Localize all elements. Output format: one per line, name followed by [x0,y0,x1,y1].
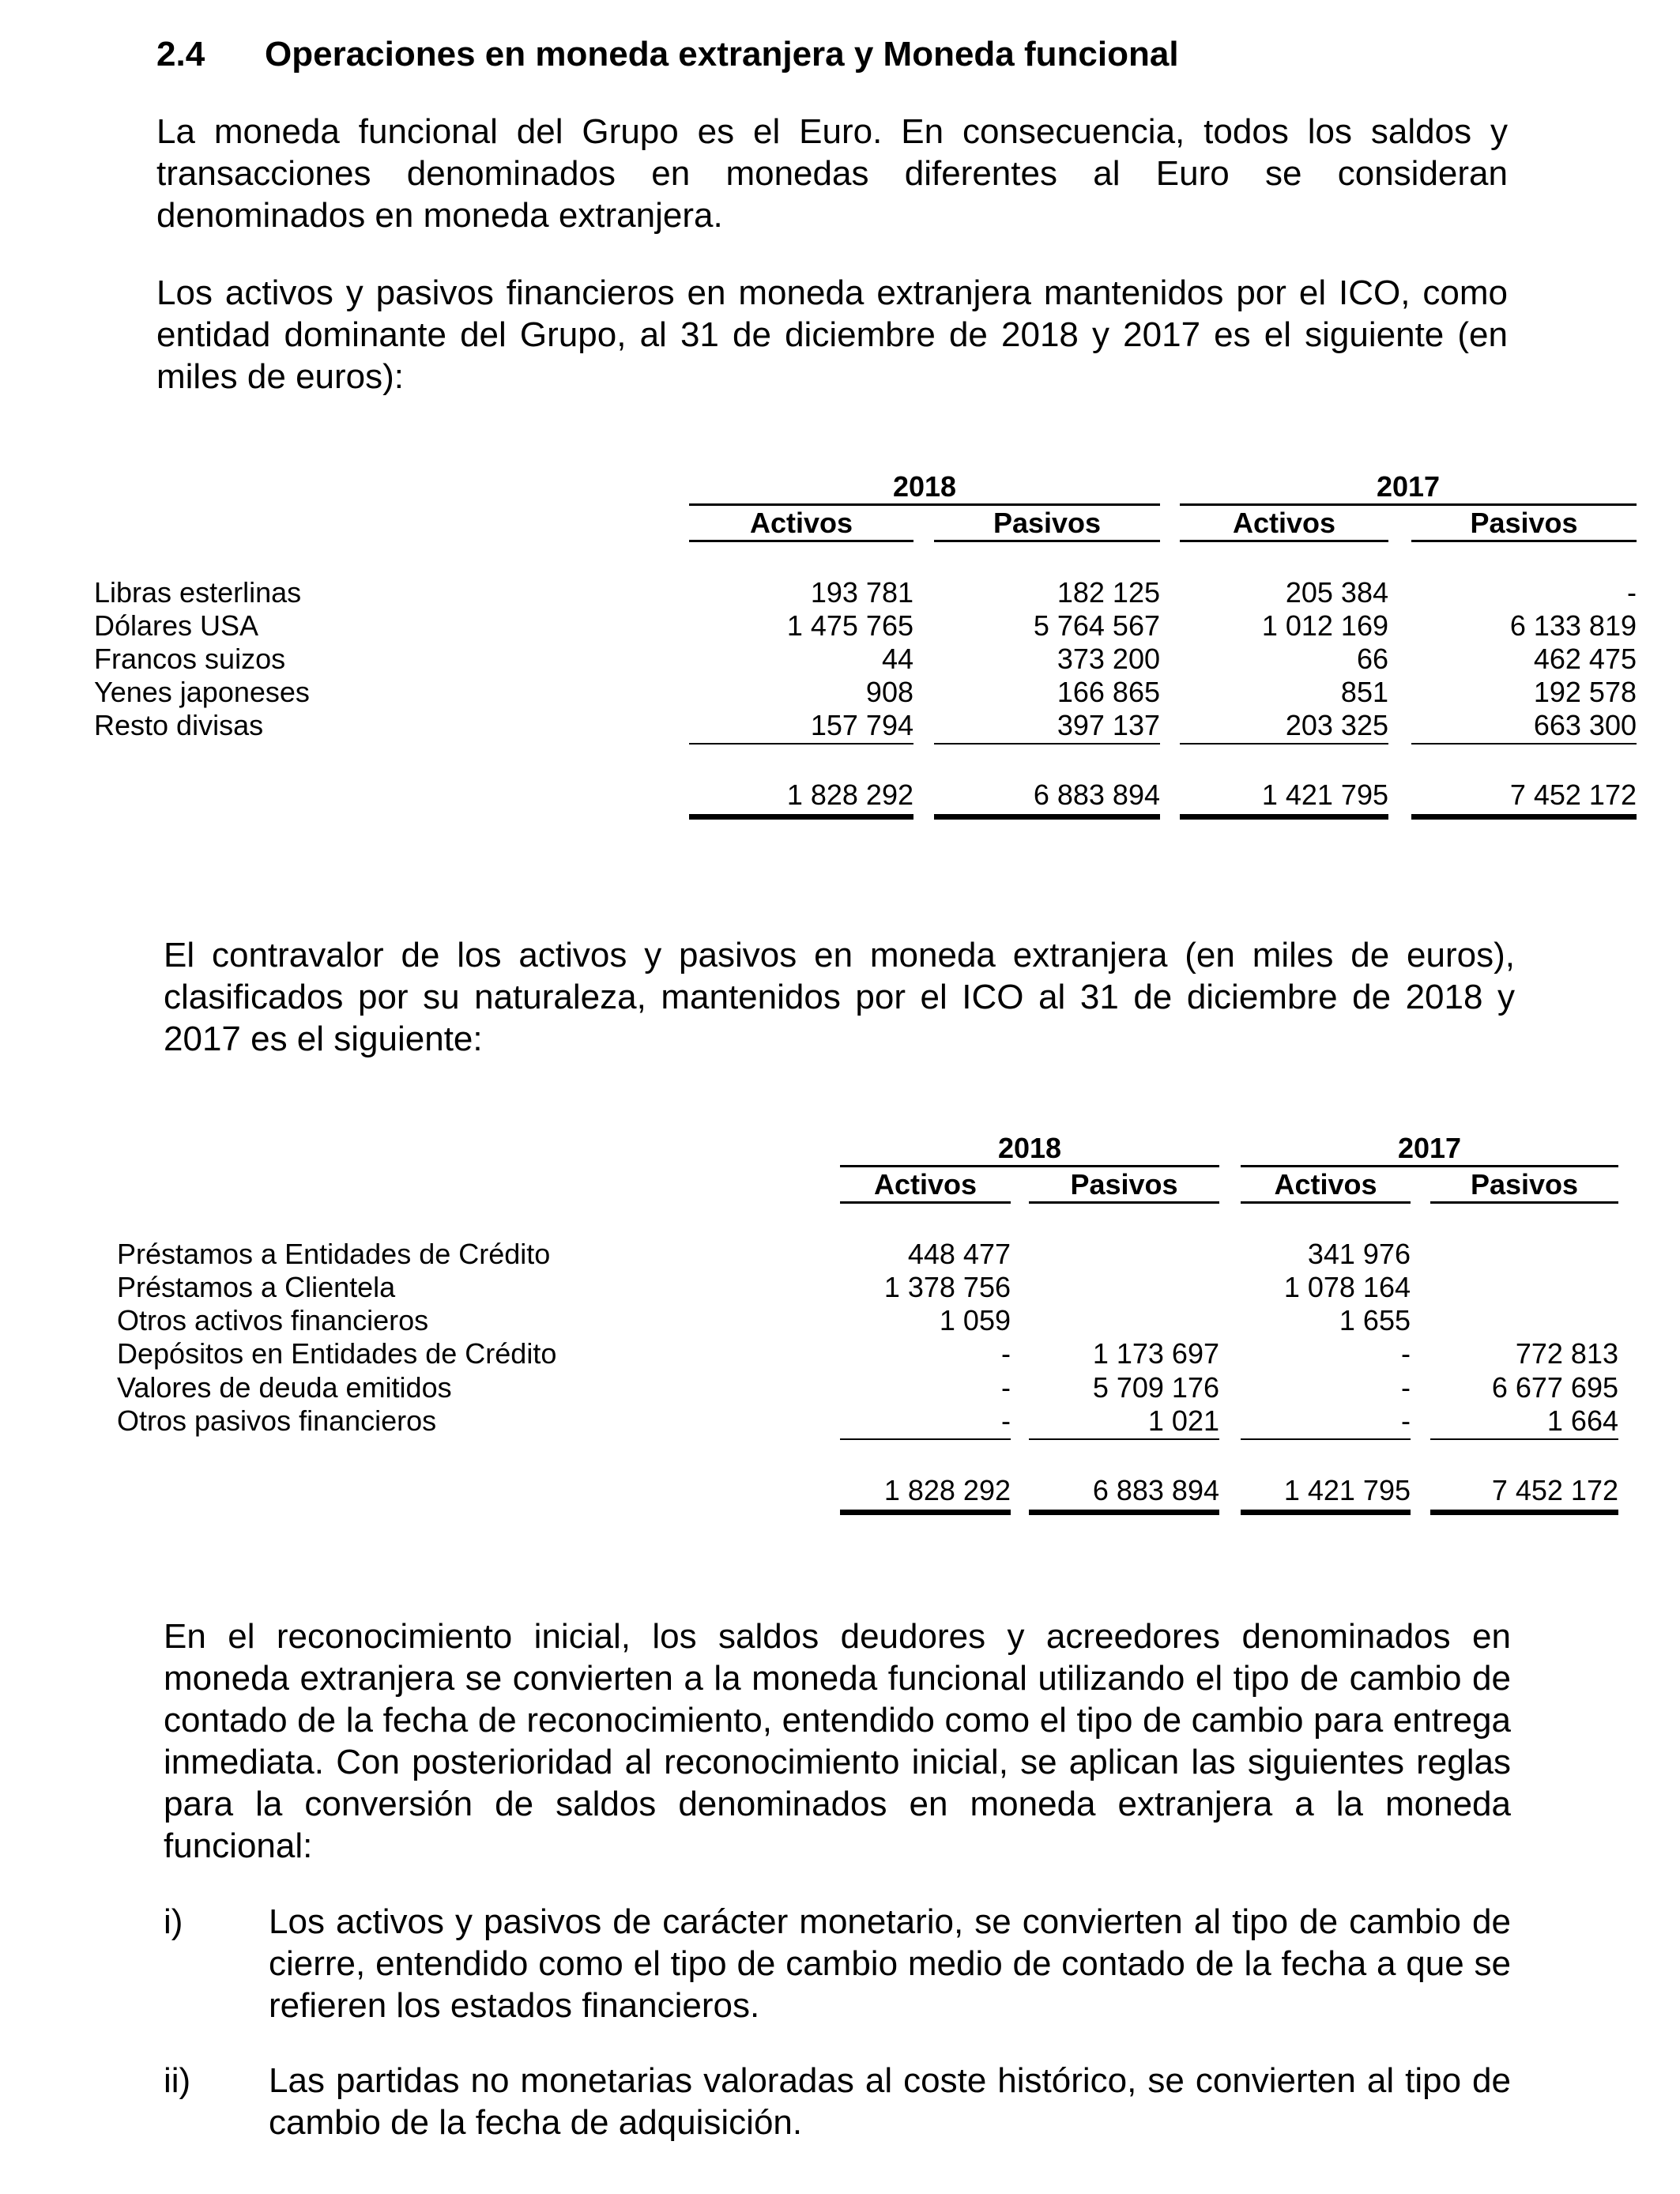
table2-cell: 772 813 [1515,1337,1618,1370]
table1-cell: 66 [1356,643,1388,675]
table1-cell: 908 [865,676,913,708]
table2-col-rule [1029,1201,1219,1204]
table1-col-rule [934,540,1160,542]
table2-total: 7 452 172 [1491,1474,1618,1506]
table2-cell: - [1001,1404,1011,1437]
table1-total: 7 452 172 [1509,778,1637,811]
table1-cell: 5 764 567 [1033,609,1160,642]
table1-col-rule [1180,540,1388,542]
table1-year-2018: 2018 [892,470,957,503]
table1-total: 6 883 894 [1033,778,1160,811]
table1-row-label: Francos suizos [94,643,286,675]
list-item-text: Los activos y pasivos de carácter monetario, se convierten al tipo de cambio de cierre, entendido como el tipo de cambio medio de contado de la fecha a que se refieren los estados financieros. [269,1902,1511,2025]
table2-subtotal-rule [1029,1438,1219,1440]
table2-total: 6 883 894 [1092,1474,1219,1506]
table1-col-header: Pasivos [1470,507,1578,539]
table2-cell: - [1001,1371,1011,1404]
table2-row-label: Otros activos financieros [117,1304,429,1336]
list-item-text: Las partidas no monetarias valoradas al coste histórico, se convierten al tipo de cambio de la fecha de adquisición. [269,2061,1511,2142]
table2-total-rule [840,1510,1011,1515]
table1-row-label: Libras esterlinas [94,576,302,609]
table1-year-rule [689,503,1160,506]
table1-col-header: Activos [749,507,853,539]
table2-cell: 1 078 164 [1283,1271,1411,1303]
list-marker: i) [164,1902,183,1941]
table2-row-label: Otros pasivos financieros [117,1404,437,1437]
table2-year-rule [840,1165,1219,1167]
table2-subtotal-rule [1241,1438,1411,1440]
table2-col-header: Activos [873,1168,977,1201]
table2-col-rule [1430,1201,1618,1204]
table2-col-rule [1241,1201,1411,1204]
paragraph-functional-currency: La moneda funcional del Grupo es el Euro. En consecuencia, todos los saldos y transacciones denominados en monedas diferentes al Euro se consideran denominados en moneda extranjera. [156,112,1508,235]
table1-cell: 462 475 [1533,643,1637,675]
table2-year-2018: 2018 [997,1132,1062,1164]
table2-cell: - [1401,1404,1411,1437]
table2-cell: - [1001,1337,1011,1370]
table1-row-label: Dólares USA [94,609,259,642]
table1-total-rule [1411,814,1637,820]
paragraph-countervalue-intro: El contravalor de los activos y pasivos en moneda extranjera (en miles de euros), clasificados por su naturaleza, mantenidos por el ICO al 31 de diciembre de 2018 y 2017 es el siguiente: [164,936,1515,1058]
table1-subtotal-rule [1180,743,1388,745]
table2-cell: 1 021 [1147,1404,1219,1437]
table1-cell: 166 865 [1057,676,1160,708]
table1-cell: 6 133 819 [1509,609,1637,642]
table2-total-rule [1241,1510,1411,1515]
table2-total: 1 421 795 [1283,1474,1411,1506]
table1-cell: 157 794 [810,709,913,741]
table1-col-header: Activos [1232,507,1336,539]
table1-cell: 203 325 [1285,709,1388,741]
table2-cell: - [1401,1371,1411,1404]
table1-row-label: Yenes japoneses [94,676,310,708]
paragraph-initial-recognition: En el reconocimiento inicial, los saldos deudores y acreedores denominados en moneda extranjera se convierten a la moneda funcional utilizando el tipo de cambio de contado de la fecha de reconocimiento, entendido como el tipo de cambio para entrega inmediata. Con posterioridad al reconocimiento inicial, se aplican las siguientes reglas para la conversión de saldos denominados en moneda extranjera a la moneda funcional: [164,1617,1511,1865]
table1-col-rule [1411,540,1637,542]
table2-cell: 341 976 [1307,1238,1411,1270]
table1-cell: 192 578 [1533,676,1637,708]
table2-subtotal-rule [1430,1438,1618,1440]
table1-row-label: Resto divisas [94,709,264,741]
table2-row-label: Valores de deuda emitidos [117,1371,452,1404]
table2-cell: 6 677 695 [1491,1371,1618,1404]
list-marker: ii) [164,2061,191,2100]
table1-total-rule [1180,814,1388,820]
table1-cell: 397 137 [1057,709,1160,741]
table2-col-header: Pasivos [1070,1168,1178,1201]
table2-cell: 1 173 697 [1092,1337,1219,1370]
table1-total: 1 828 292 [786,778,913,811]
table1-cell: - [1627,576,1637,609]
table2-col-header: Activos [1274,1168,1377,1201]
table2-year-2017: 2017 [1397,1132,1462,1164]
table1-cell: 663 300 [1533,709,1637,741]
table2-total: 1 828 292 [883,1474,1011,1506]
table1-cell: 851 [1340,676,1388,708]
table2-cell: 1 378 756 [883,1271,1011,1303]
table2-total-rule [1430,1510,1618,1515]
table1-subtotal-rule [934,743,1160,745]
table1-total-rule [934,814,1160,820]
table1-cell: 1 475 765 [786,609,913,642]
table2-cell: 1 655 [1339,1304,1411,1336]
table2-col-rule [840,1201,1011,1204]
table2-row-label: Préstamos a Clientela [117,1271,396,1303]
table2-cell: 448 477 [907,1238,1011,1270]
table2-cell: 1 664 [1546,1404,1618,1437]
table1-subtotal-rule [689,743,913,745]
table2-cell: - [1401,1337,1411,1370]
paragraph-assets-liabilities-intro: Los activos y pasivos financieros en moneda extranjera mantenidos por el ICO, como entidad dominante del Grupo, al 31 de diciembre de 2018 y 2017 es el siguiente (en miles de euros): [156,273,1508,396]
table2-year-rule [1241,1165,1618,1167]
table1-col-rule [689,540,913,542]
table2-subtotal-rule [840,1438,1011,1440]
table1-cell: 182 125 [1057,576,1160,609]
section-number: 2.4 [156,35,205,74]
table1-cell: 193 781 [810,576,913,609]
table1-subtotal-rule [1411,743,1637,745]
table1-cell: 373 200 [1057,643,1160,675]
table1-year-rule [1180,503,1637,506]
table2-total-rule [1029,1510,1219,1515]
table2-cell: 5 709 176 [1092,1371,1219,1404]
table1-col-header: Pasivos [993,507,1102,539]
table2-row-label: Préstamos a Entidades de Crédito [117,1238,551,1270]
table1-total: 1 421 795 [1261,778,1388,811]
table2-cell: 1 059 [939,1304,1011,1336]
table1-year-2017: 2017 [1376,470,1441,503]
table1-cell: 1 012 169 [1261,609,1388,642]
table1-cell: 205 384 [1285,576,1388,609]
table2-col-header: Pasivos [1470,1168,1579,1201]
table2-row-label: Depósitos en Entidades de Crédito [117,1337,557,1370]
section-title: Operaciones en moneda extranjera y Moneda funcional [265,35,1179,74]
table1-cell: 44 [881,643,913,675]
table1-total-rule [689,814,913,820]
